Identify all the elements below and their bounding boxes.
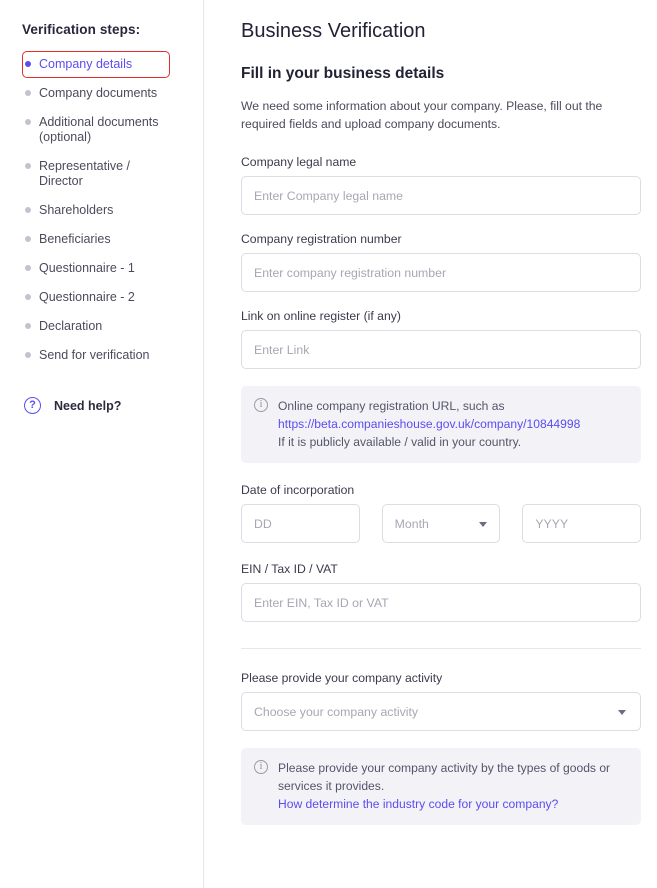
date-day-placeholder: DD	[254, 516, 272, 531]
section-divider	[241, 648, 641, 649]
industry-code-link[interactable]: How determine the industry code for your company?	[278, 797, 559, 811]
company-legal-name-placeholder: Enter Company legal name	[254, 188, 404, 203]
sidebar-item-label: Shareholders	[39, 203, 114, 217]
company-activity-note-body	[278, 759, 628, 813]
bullet-icon	[25, 352, 31, 358]
bullet-icon	[25, 265, 31, 271]
company-activity-group	[241, 671, 641, 731]
sidebar-item-label-wrap	[39, 115, 159, 145]
company-legal-name-input[interactable]	[241, 176, 641, 215]
section-title: Fill in your business details	[241, 65, 445, 82]
company-activity-note	[241, 748, 641, 825]
company-activity-label: Please provide your company activity	[241, 671, 443, 685]
info-icon: i	[254, 760, 268, 774]
date-day-input[interactable]	[241, 504, 360, 543]
sidebar-item-label: Beneficiaries	[39, 232, 111, 246]
sidebar-item-additional-documents[interactable]	[22, 109, 170, 151]
sidebar-item-label: Send for verification	[39, 348, 150, 362]
tax-id-group	[241, 562, 641, 622]
sidebar-divider	[203, 0, 204, 888]
verification-steps-list	[22, 51, 222, 369]
bullet-icon	[25, 119, 31, 125]
sidebar-title: Verification steps:	[22, 22, 141, 37]
sidebar-item-label: Additional documents	[39, 115, 159, 129]
sidebar-item-beneficiaries[interactable]	[22, 226, 170, 253]
company-legal-name-group	[241, 155, 641, 215]
sidebar-item-questionnaire-2[interactable]	[22, 284, 170, 311]
companies-house-link[interactable]: https://beta.companieshouse.gov.uk/company/10844998	[278, 417, 581, 431]
online-register-note-line2: If it is publicly available / valid in your country.	[278, 435, 522, 449]
tax-id-placeholder: Enter EIN, Tax ID or VAT	[254, 595, 389, 610]
sidebar-item-label: Company details	[39, 57, 133, 71]
sidebar-item-sublabel: (optional)	[39, 130, 92, 144]
date-year-input[interactable]	[522, 504, 641, 543]
bullet-icon	[25, 294, 31, 300]
online-register-note	[241, 386, 641, 463]
date-of-incorporation-group	[241, 483, 641, 543]
company-registration-number-label: Company registration number	[241, 232, 402, 246]
sidebar-item-company-documents[interactable]	[22, 80, 170, 107]
bullet-icon	[25, 61, 31, 67]
bullet-icon	[25, 236, 31, 242]
intro-text: We need some information about your company. Please, fill out the required fields and upload company documents.	[241, 99, 603, 131]
date-month-select[interactable]	[382, 504, 501, 543]
company-registration-number-group	[241, 232, 641, 292]
main-content	[222, 0, 657, 888]
online-register-link-label: Link on online register (if any)	[241, 309, 401, 323]
tax-id-input[interactable]	[241, 583, 641, 622]
sidebar-item-declaration[interactable]	[22, 313, 170, 340]
sidebar	[0, 0, 222, 888]
sidebar-item-label: Questionnaire - 1	[39, 261, 135, 275]
sidebar-item-questionnaire-1[interactable]	[22, 255, 170, 282]
company-activity-select[interactable]	[241, 692, 641, 731]
sidebar-item-send-for-verification[interactable]	[22, 342, 170, 369]
online-register-note-line1: Online company registration URL, such as	[278, 399, 505, 413]
bullet-icon	[25, 207, 31, 213]
company-registration-number-placeholder: Enter company registration number	[254, 265, 447, 280]
online-register-link-placeholder: Enter Link	[254, 342, 310, 357]
question-mark-icon: ?	[24, 397, 41, 414]
need-help-label: Need help?	[54, 398, 122, 413]
bullet-icon	[25, 323, 31, 329]
info-icon: i	[254, 398, 268, 412]
sidebar-item-label: Representative / Director	[39, 159, 131, 188]
company-legal-name-label: Company legal name	[241, 155, 357, 169]
page-title: Business Verification	[241, 20, 426, 42]
sidebar-item-company-details[interactable]	[22, 51, 170, 78]
sidebar-item-representative-director[interactable]	[22, 153, 170, 195]
company-activity-note-line1: Please provide your company activity by the types of goods or services it provides.	[278, 761, 611, 793]
chevron-down-icon	[618, 710, 626, 715]
online-register-note-body	[278, 397, 580, 451]
sidebar-item-label: Questionnaire - 2	[39, 290, 135, 304]
sidebar-item-shareholders[interactable]	[22, 197, 170, 224]
chevron-down-icon	[479, 522, 487, 527]
date-of-incorporation-label: Date of incorporation	[241, 483, 355, 497]
date-of-incorporation-row	[241, 504, 641, 543]
sidebar-item-label: Declaration	[39, 319, 103, 333]
date-month-placeholder: Month	[394, 516, 429, 531]
date-year-placeholder: YYYY	[535, 516, 569, 531]
company-registration-number-input[interactable]	[241, 253, 641, 292]
need-help-link[interactable]	[22, 397, 222, 414]
sidebar-item-label: Company documents	[39, 86, 158, 100]
bullet-icon	[25, 90, 31, 96]
tax-id-label: EIN / Tax ID / VAT	[241, 562, 338, 576]
company-activity-placeholder: Choose your company activity	[254, 704, 419, 719]
online-register-link-group	[241, 309, 641, 369]
bullet-icon	[25, 163, 31, 169]
online-register-link-input[interactable]	[241, 330, 641, 369]
